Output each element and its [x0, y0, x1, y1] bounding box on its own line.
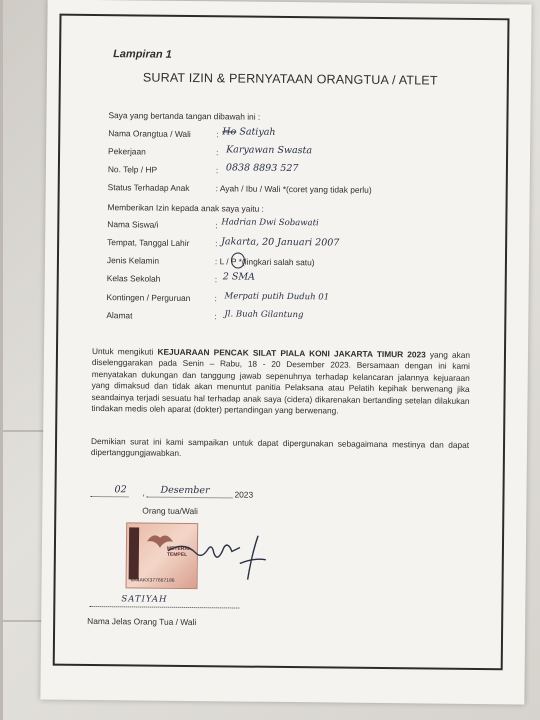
field-value-occupation: Karyawan Swasta	[226, 144, 313, 157]
stamp-code: 6A4AKX377667186	[130, 577, 175, 584]
floor-tile-line	[0, 430, 44, 432]
field-colon: :	[214, 274, 218, 285]
signer-title: Orang tua/Wali	[142, 505, 198, 517]
event-name: KEJUARAAN PENCAK SILAT PIALA KONI JAKARTA TIMUR 2023	[157, 346, 426, 360]
field-value-address: Jl. Buah Gilantung	[224, 309, 304, 321]
closing-paragraph: Demikian surat ini kami sampaikan untuk dapat dipergunakan sebagaimana mestinya dan dapat dipertanggungjawabkan.	[90, 435, 470, 459]
date-comma: ,	[142, 487, 145, 498]
floor-tile-line	[0, 0, 3, 720]
intro-text: Saya yang bertanda tangan dibawah ini :	[108, 110, 261, 122]
field-label-student-name: Nama Siswa/i	[107, 219, 159, 230]
field-colon: :	[216, 129, 219, 140]
field-colon: :	[214, 293, 217, 304]
field-value-contingent: Merpati putih Duduh 01	[224, 291, 330, 303]
field-colon: :	[214, 311, 217, 322]
field-value-birth: Jakarta, 20 Januari 2007	[221, 236, 340, 249]
field-label-status: Status Terhadap Anak	[107, 182, 190, 193]
field-label-birth: Tempat, Tanggal Lahir	[107, 237, 190, 248]
field-colon: :	[216, 147, 219, 158]
signer-name: SATIYAH	[121, 594, 168, 605]
field-value-phone: 0838 8893 527	[225, 162, 299, 175]
field-value-status: : Ayah / Ibu / Wali *(coret yang tidak perlu)	[215, 183, 372, 195]
field-label-phone: No. Telp / HP	[107, 164, 158, 175]
stamp-hologram	[129, 527, 140, 579]
appendix-label: Lampiran 1	[113, 48, 172, 61]
gender-circle-mark	[231, 252, 245, 268]
document-title: SURAT IZIN & PERNYATAAN ORANGTUA / ATLET	[142, 70, 438, 88]
field-label-occupation: Pekerjaan	[108, 146, 146, 157]
document-paper	[40, 0, 531, 705]
statement-paragraph: Untuk mengikuti KEJUARAAN PENCAK SILAT PIALA KONI JAKARTA TIMUR 2023 yang akan diselenggarakan pada Senin – Rabu, 18 - 20 Desember 2023. Bersamaan dengan ini kami menyatakan dukungan dan tanggung jawab sepenuhnya terhadap kelancaran jalannya kejuaraan yang dimaksud dan tidak akan menuntut panitia Pelaksana atau Pelatih kepihak berwenang jika seandainya terjadi sesuatu hal terhadap anak saya (cidera) dikarenakan bertanding setelan dilakukan tindakan medis oleh aparat (dokter) pertandingan yang berwenang.	[91, 345, 471, 416]
field-colon: :	[215, 238, 218, 249]
stamp-label: METERAI TEMPEL	[166, 545, 190, 558]
floor-tile-line	[0, 620, 44, 622]
field-colon: :	[215, 165, 219, 176]
field-value-student-name: Hadrian Dwi Sobawati	[221, 217, 319, 229]
field-label-gender: Jenis Kelamin	[106, 255, 160, 266]
field-value-class: 2 SMA	[222, 271, 256, 283]
field-colon: :	[215, 220, 218, 231]
date-day: 02	[114, 484, 127, 496]
field-label-contingent: Kontingen / Perguruan	[106, 292, 191, 303]
field-label-class: Kelas Sekolah	[106, 273, 161, 284]
field-label-address: Alamat	[106, 310, 133, 321]
intro2-text: Memberikan Izin kepada anak saya yaitu :	[107, 202, 264, 214]
field-value-gender: : L / P *(lingkari salah satu)	[214, 256, 315, 268]
signer-caption: Nama Jelas Orang Tua / Wali	[87, 615, 197, 628]
date-month: Desember	[160, 484, 210, 497]
field-label-parent-name: Nama Orangtua / Wali	[108, 128, 191, 139]
field-value-parent-name: Ho Satiyah	[222, 126, 276, 138]
date-year: 2023	[234, 489, 254, 500]
signature-mark	[162, 533, 273, 584]
